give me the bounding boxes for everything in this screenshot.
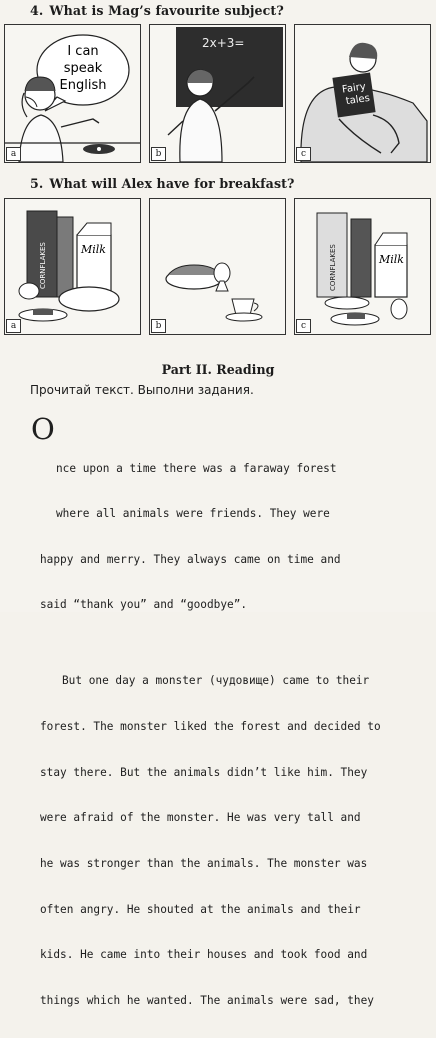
- paragraph-2-line-8: things which he wanted. The animals were sad, they: [40, 993, 374, 1007]
- cornflakes-milk-breakfast-illustration: [5, 199, 140, 334]
- milk-carton-label: Milk: [81, 243, 106, 256]
- cornflakes-milk-egg-breakfast-illustration: [295, 199, 430, 334]
- question-5: [30, 176, 295, 191]
- book-title-line-1: Fairy: [341, 81, 367, 96]
- speech-line-3: English: [59, 78, 107, 93]
- drop-cap-letter: O: [31, 412, 55, 446]
- q4-picture-c[interactable]: [294, 24, 431, 163]
- paragraph-2-line-6: often angry. He shouted at the animals and their: [40, 902, 361, 916]
- paragraph-2-line-3: stay there. But the animals didn’t like him. They: [40, 765, 368, 779]
- question-5-number: 5.: [30, 176, 44, 191]
- label-5b: b: [151, 319, 166, 333]
- reading-paragraph-2: [40, 643, 424, 1038]
- salad-egg-tea-breakfast-illustration: [150, 199, 285, 334]
- label-5c: c: [296, 319, 311, 333]
- cornflakes-box-label-c: CORNFLAKES: [329, 244, 337, 291]
- q4-picture-a[interactable]: [4, 24, 141, 163]
- paragraph-1-line-3: happy and merry. They always came on time and: [40, 552, 341, 566]
- part-2-heading: Part II. Reading: [161, 362, 275, 377]
- q4-picture-b[interactable]: [149, 24, 286, 163]
- paragraph-2-line-4: were afraid of the monster. He was very tall and: [40, 811, 361, 825]
- label-4c: c: [296, 147, 311, 161]
- paragraph-2-line-2: forest. The monster liked the forest and decided to: [40, 720, 381, 734]
- question-5-text: What will Alex have for breakfast?: [49, 176, 295, 191]
- girl-reading-fairy-tales-illustration: [295, 25, 430, 162]
- q5-picture-c[interactable]: [294, 198, 431, 335]
- paragraph-1-line-1: nce upon a time there was a faraway forest: [56, 461, 337, 475]
- paragraph-2-line-1: But one day a monster (чудовище) came to their: [62, 674, 370, 688]
- paragraph-1-line-4: said “thank you” and “goodbye”.: [40, 598, 248, 612]
- question-4: [30, 3, 284, 18]
- q5-picture-a[interactable]: [4, 198, 141, 335]
- q5-picture-b[interactable]: [149, 198, 286, 335]
- reading-paragraph-1: [31, 412, 424, 643]
- book-title-line-2: tales: [345, 92, 371, 108]
- question-4-text: What is Mag’s favourite subject?: [49, 3, 284, 18]
- question-4-number: 4.: [30, 3, 44, 18]
- cornflakes-box-label: CORNFLAKES: [39, 242, 47, 289]
- paragraph-1-line-2: where all animals were friends. They were: [56, 507, 330, 521]
- board-math-text: 2x+3=: [202, 36, 245, 50]
- speech-line-1: I can: [67, 44, 99, 59]
- label-5a: a: [6, 319, 21, 333]
- speech-line-2: speak: [63, 61, 103, 76]
- reading-text: [31, 412, 424, 1038]
- label-4a: a: [6, 147, 21, 161]
- paragraph-2-line-7: kids. He came into their houses and took food and: [40, 948, 368, 962]
- milk-carton-label-c: Milk: [379, 253, 404, 266]
- girl-at-blackboard-illustration: [150, 25, 285, 162]
- paragraph-2-line-5: he was stronger than the animals. The monster was: [40, 856, 368, 870]
- label-4b: b: [151, 147, 166, 161]
- reading-instruction: Прочитай текст. Выполни задания.: [30, 383, 254, 397]
- girl-speaking-english-illustration: [5, 25, 140, 162]
